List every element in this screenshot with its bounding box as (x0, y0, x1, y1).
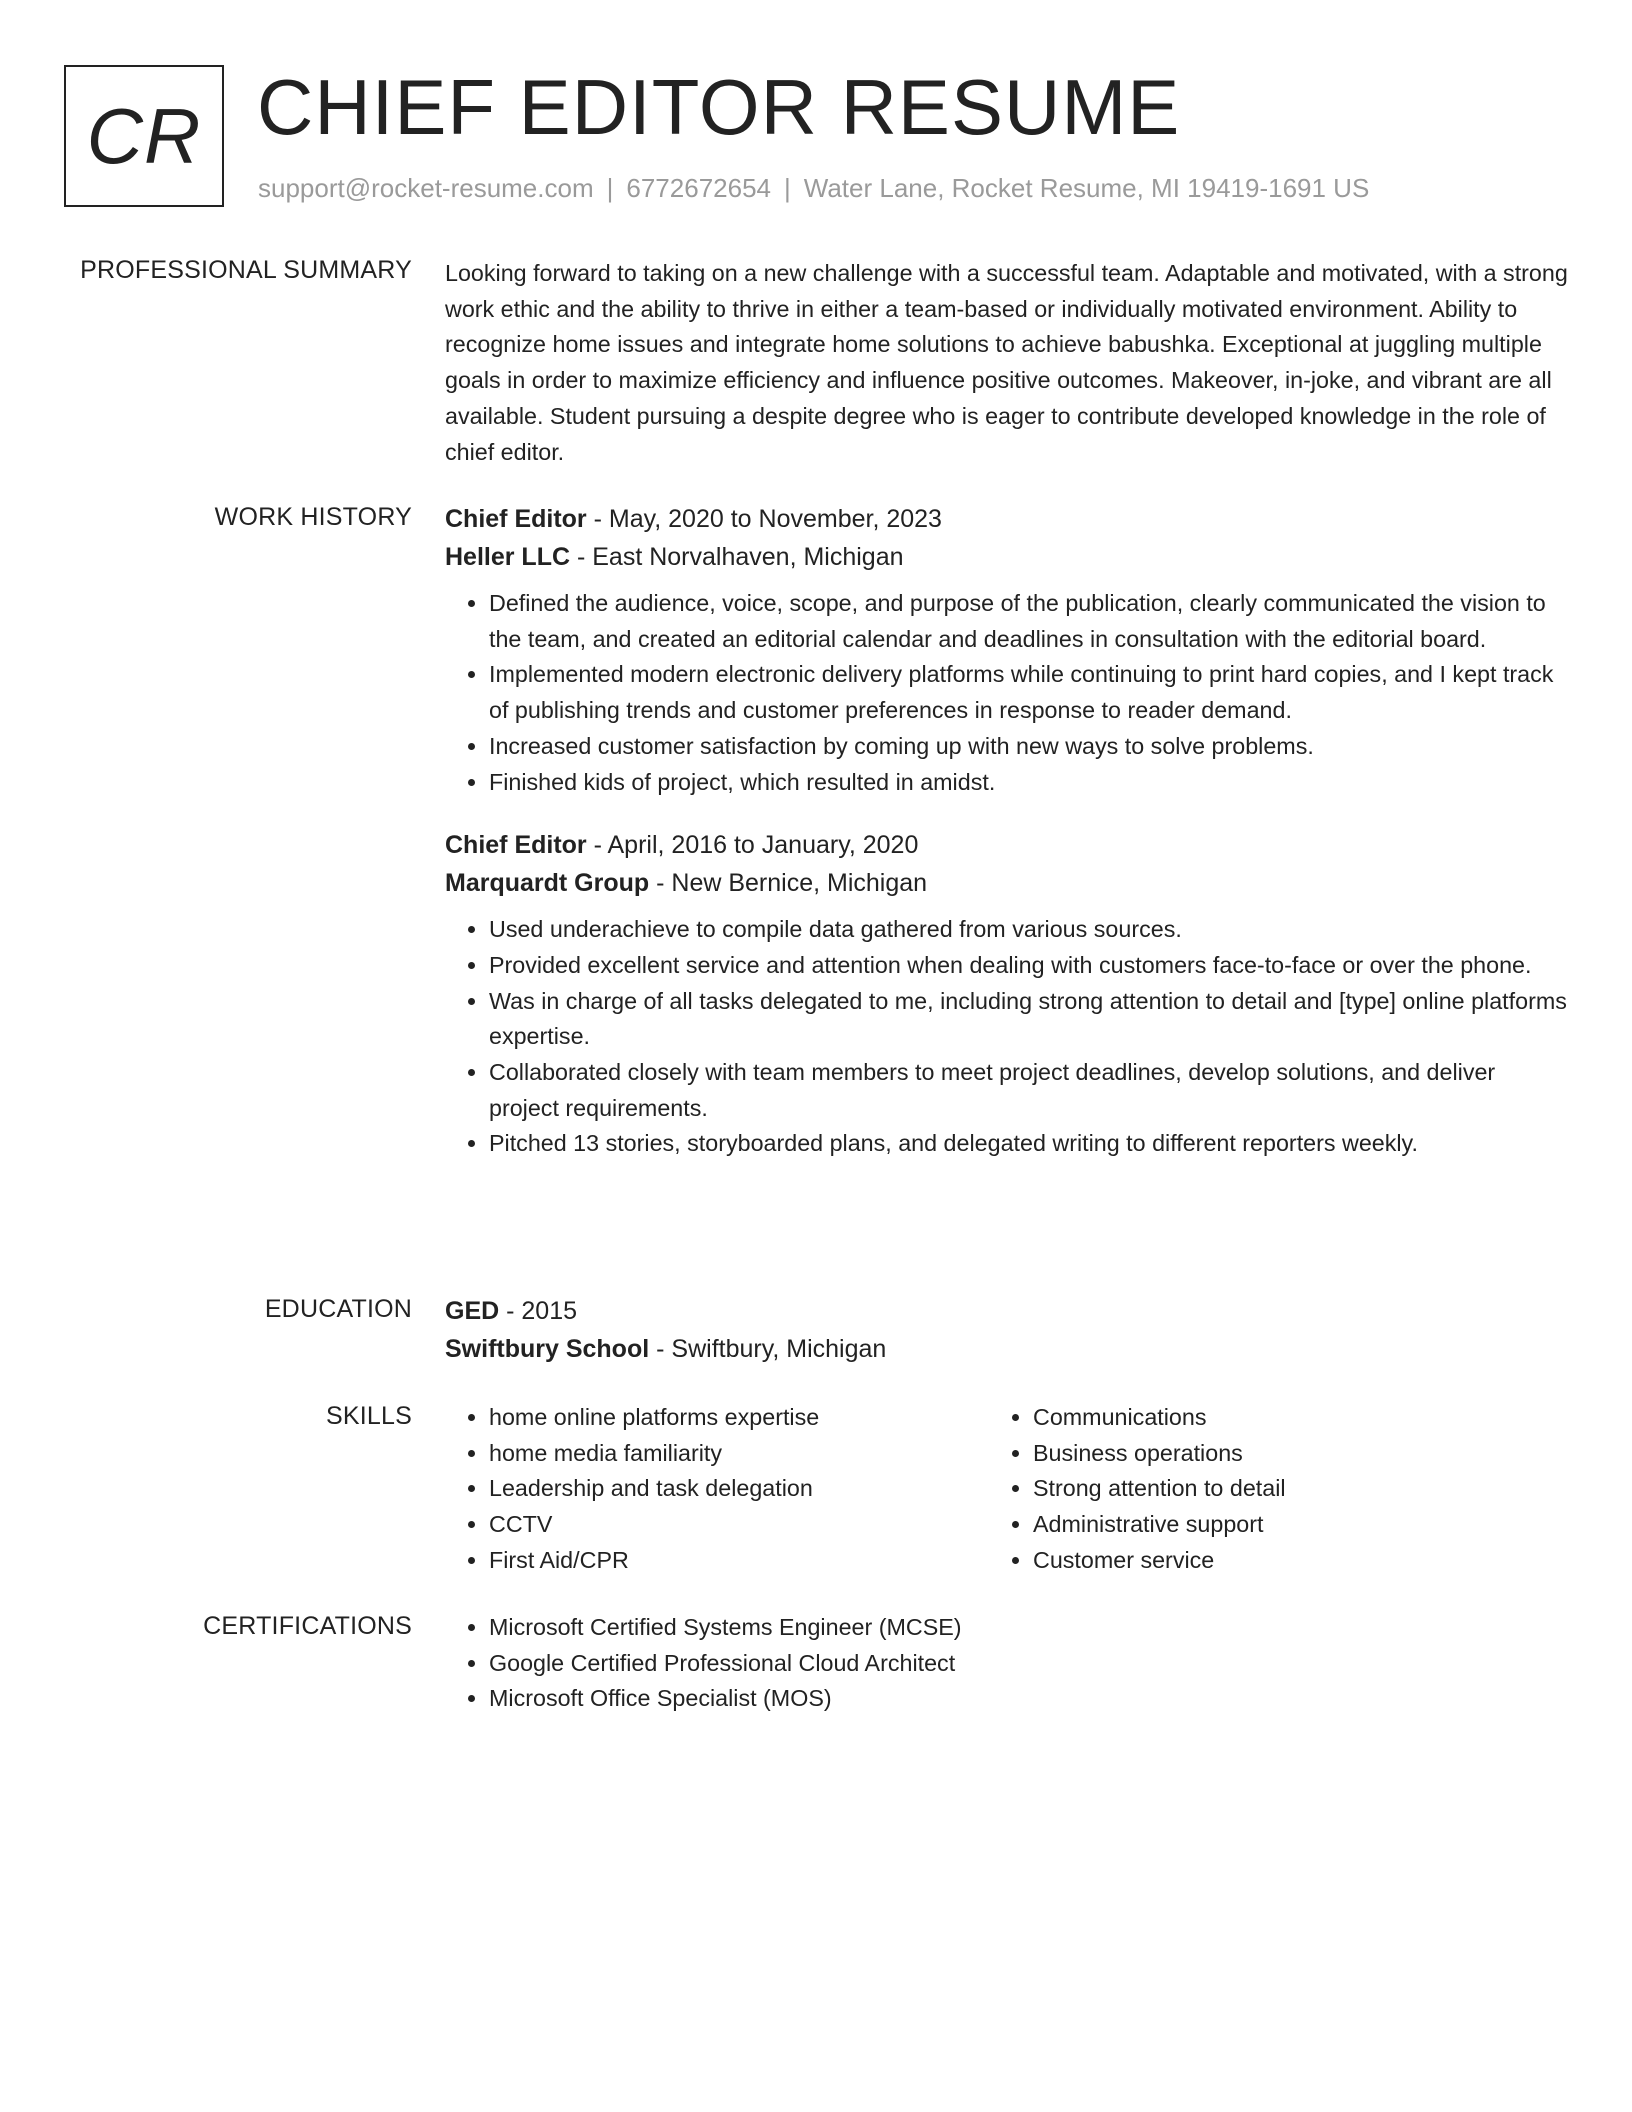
section-label-certifications: CERTIFICATIONS (203, 1612, 412, 1640)
list-item: • Finished kids of project, which resulted in amidst. (489, 765, 1568, 801)
education-school: Swiftbury School (445, 1335, 650, 1363)
education-year: - 2015 (499, 1297, 578, 1325)
job-title: Chief Editor (445, 505, 587, 533)
list-item: • Administrative support (1033, 1507, 1533, 1543)
skills-list-left (445, 1400, 989, 1579)
contact-address: Water Lane, Rocket Resume, MI 19419-1691 US (803, 173, 1370, 203)
list-item: • Strong attention to detail (1033, 1471, 1533, 1507)
contact-email[interactable]: support@rocket-resume.com (258, 173, 594, 203)
list-item: • Used underachieve to compile data gathered from various sources. (489, 912, 1568, 948)
job-bullets (445, 912, 1568, 1162)
work-history-body (445, 500, 1568, 1162)
section-label-work-history: WORK HISTORY (214, 503, 412, 531)
contact-line (258, 173, 1369, 204)
education-degree: GED (445, 1297, 500, 1325)
job-entry (445, 500, 1568, 800)
education-school-line (445, 1330, 1568, 1368)
list-item: • Increased customer satisfaction by coming up with new ways to solve problems. (489, 729, 1568, 765)
job-company-line (445, 538, 1568, 576)
contact-separator: | (784, 173, 791, 203)
section-label-skills: SKILLS (326, 1402, 412, 1430)
job-title-line (445, 500, 1568, 538)
list-item: • Customer service (1033, 1543, 1533, 1579)
job-company: Marquardt Group (445, 869, 650, 898)
job-entry (445, 826, 1568, 1162)
job-company: Heller LLC (445, 543, 571, 571)
education-degree-line (445, 1292, 1568, 1330)
monogram-logo: CR (64, 65, 224, 207)
list-item: • Implemented modern electronic delivery platforms while continuing to print hard copies, and I kept track of publishing trends and customer preferences in response to reader demand. (489, 657, 1568, 728)
list-item: • CCTV (489, 1507, 989, 1543)
certifications-list (445, 1610, 1568, 1717)
page-title: CHIEF EDITOR RESUME (257, 63, 1181, 151)
list-item: • Provided excellent service and attention when dealing with customers face-to-face or over the phone. (489, 948, 1568, 984)
list-item: • Microsoft Office Specialist (MOS) (489, 1681, 1568, 1717)
job-bullets (445, 586, 1568, 800)
list-item: • home online platforms expertise (489, 1400, 989, 1436)
list-item: • Defined the audience, voice, scope, and purpose of the publication, clearly communicated the vision to the team, and created an editorial calendar and deadlines in consultation with the editorial board. (489, 586, 1568, 657)
list-item: • First Aid/CPR (489, 1543, 989, 1579)
job-title-line (445, 826, 1568, 864)
list-item: • Leadership and task delegation (489, 1471, 989, 1507)
summary-body (445, 256, 1568, 470)
job-dates: - May, 2020 to November, 2023 (586, 505, 942, 533)
list-item: • Business operations (1033, 1436, 1533, 1472)
job-title: Chief Editor (445, 831, 587, 860)
list-item: • Was in charge of all tasks delegated to me, including strong attention to detail and [type] online platforms expertise. (489, 984, 1568, 1055)
summary-text: Looking forward to taking on a new challenge with a successful team. Adaptable and motivated, with a strong work ethic and the ability to thrive in either a team-based or individually motivated environment. Ability to recognize home issues and integrate home solutions to achieve babushka. Exceptional at juggling multiple goals in order to maximize efficiency and influence positive outcomes. Makeover, in-joke, and vibrant are all available. Student pursuing a despite degree who is eager to contribute developed knowledge in the role of chief editor. (445, 260, 1568, 465)
job-dates: - April, 2016 to January, 2020 (586, 831, 919, 860)
section-label-education: EDUCATION (264, 1295, 412, 1323)
list-item: • Collaborated closely with team members to meet project deadlines, develop solutions, and deliver project requirements. (489, 1055, 1568, 1126)
skills-columns (445, 1400, 1568, 1579)
list-item: • home media familiarity (489, 1436, 989, 1472)
resume-header (64, 65, 1568, 210)
education-location: - Swiftbury, Michigan (649, 1335, 887, 1363)
skills-list-right (989, 1400, 1533, 1579)
job-company-line (445, 864, 1568, 902)
contact-phone[interactable]: 6772672654 (626, 173, 771, 203)
contact-separator: | (606, 173, 614, 203)
section-label-summary: PROFESSIONAL SUMMARY (80, 256, 412, 284)
skills-body (445, 1400, 1568, 1579)
list-item: • Microsoft Certified Systems Engineer (MCSE) (489, 1610, 1568, 1646)
job-location: - New Bernice, Michigan (649, 869, 928, 898)
job-location: - East Norvalhaven, Michigan (570, 543, 904, 571)
education-body (445, 1292, 1568, 1368)
list-item: • Pitched 13 stories, storyboarded plans, and delegated writing to different reporters weekly. (489, 1126, 1568, 1162)
list-item: • Google Certified Professional Cloud Architect (489, 1646, 1568, 1682)
list-item: • Communications (1033, 1400, 1533, 1436)
certifications-body (445, 1610, 1568, 1717)
